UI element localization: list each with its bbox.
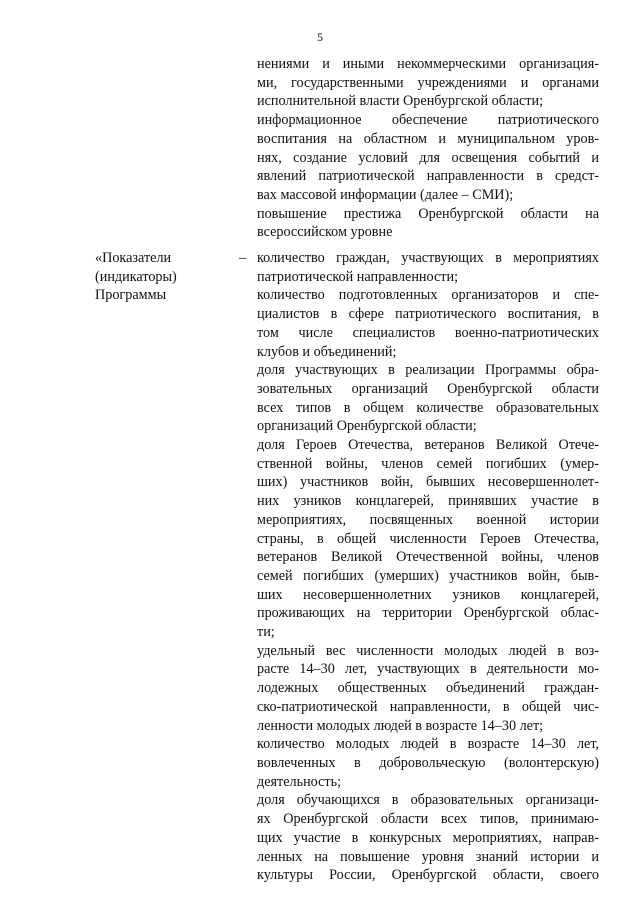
dash-separator: – — [239, 250, 247, 266]
paragraph — [257, 642, 599, 736]
text-line: нях, создание условий для освещения событий и — [257, 149, 599, 166]
indicators-list — [257, 249, 599, 885]
text-line: исполнительной власти Оренбургской области; — [257, 93, 544, 110]
text-line: нениями и иными некоммерческими организация- — [257, 56, 599, 72]
paragraph — [257, 249, 599, 286]
paragraph — [257, 111, 599, 205]
text-line: вах массовой информации (далее – СМИ); — [257, 186, 514, 203]
page-number: 5 — [317, 30, 323, 44]
paragraph — [257, 436, 599, 642]
paragraph — [257, 205, 599, 242]
label-line: (индикаторы) — [95, 268, 177, 285]
text-line: всех типов в общем количестве образовательных — [257, 399, 599, 416]
paragraph — [257, 55, 599, 111]
text-line: ветеранов Великой Отечественной войны, членов — [257, 549, 599, 566]
text-line: зовательных организаций Оренбургской области — [257, 380, 599, 397]
text-line: доля обучающихся в образовательных организаци- — [257, 792, 599, 809]
text-line: щих участие в конкурсных мероприятиях, направ- — [257, 829, 599, 846]
text-line: циалистов в сфере патриотического воспитания, в — [257, 306, 599, 323]
text-line: вовлеченных в добровольческую (волонтерскую) — [257, 754, 599, 771]
text-line: ленности молодых людей в возрасте 14–30 лет; — [257, 717, 544, 734]
paragraph — [257, 286, 599, 361]
text-line: расте 14–30 лет, участвующих в деятельности мо- — [257, 661, 599, 678]
text-line: организаций Оренбургской области; — [257, 418, 477, 435]
text-line: количество подготовленных организаторов и спе- — [257, 287, 599, 304]
text-line: ленных на повышение уровня знаний истории и — [257, 848, 599, 865]
label-line: Программы — [95, 287, 167, 304]
text-line: количество граждан, участвующих в мероприятиях — [257, 250, 599, 266]
text-line: ми, государственными учреждениями и органами — [257, 74, 599, 91]
text-line: явлений патриотической направленности в средст- — [257, 168, 599, 185]
text-line: проживающих на территории Оренбургской облас- — [257, 605, 599, 622]
text-line: воспитания на областном и муниципальном уров- — [257, 130, 599, 147]
text-line: семей погибших (умерших) участников войн, быв- — [257, 567, 599, 584]
indicators-label — [95, 249, 177, 305]
text-line: повышение престижа Оренбургской области на — [257, 205, 599, 222]
paragraph — [257, 361, 599, 436]
text-line: всероссийском уровне — [257, 224, 393, 241]
text-line: удельный вес численности молодых людей в воз- — [257, 642, 599, 659]
text-line: клубов и объединений; — [257, 343, 397, 360]
text-line: информационное обеспечение патриотического — [257, 112, 599, 129]
label-line: «Показатели — [95, 250, 172, 266]
paragraph — [257, 735, 599, 791]
text-line: количество молодых людей в возрасте 14–30 лет, — [257, 736, 599, 753]
text-line: лодежных общественных объединений граждан- — [257, 680, 599, 697]
text-line: доля Героев Отечества, ветеранов Великой Отече- — [257, 437, 599, 454]
paragraph — [257, 791, 599, 885]
text-line: ско-патриотической направленности, в общей чис- — [257, 698, 599, 715]
text-line: ти; — [257, 624, 275, 641]
text-line: мероприятиях, посвященных военной истории — [257, 511, 599, 528]
text-line: доля участвующих в реализации Программы обра- — [257, 362, 599, 379]
text-line: страны, в общей численности Героев Отечества, — [257, 530, 599, 547]
text-line: ших несовершеннолетних узников концлагерей, — [257, 586, 599, 603]
text-line: ственной войны, членов семей погибших (умер- — [257, 455, 599, 472]
text-line: деятельность; — [257, 773, 342, 790]
text-line: ях Оренбургской области всех типов, принимаю- — [257, 811, 599, 828]
text-line: них узников концлагерей, принявших участие в — [257, 493, 599, 510]
text-line: патриотической направленности; — [257, 268, 459, 285]
text-line: культуры России, Оренбургской области, своего — [257, 867, 599, 884]
continuation-text — [257, 55, 599, 242]
text-line: ших) участников войн, бывших несовершеннолет- — [257, 474, 599, 491]
text-line: том числе специалистов военно-патриотических — [257, 324, 599, 341]
